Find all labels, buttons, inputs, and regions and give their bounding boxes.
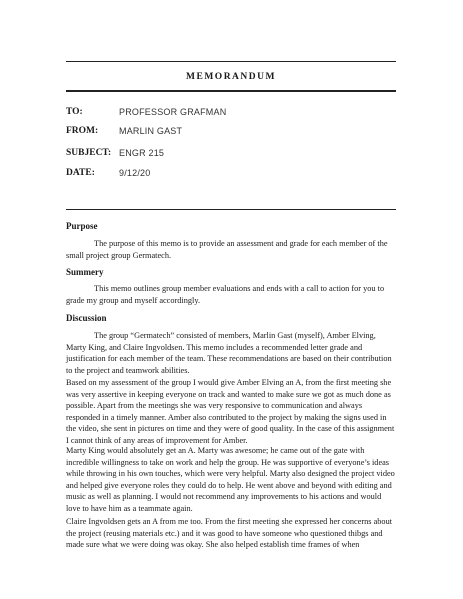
memo-title: MEMORANDUM (186, 72, 276, 82)
date-label: DATE: (66, 168, 95, 178)
to-value: PROFESSOR GRAFMAN (119, 107, 227, 117)
claire-paragraph: Claire Ingvoldsen gets an A from me too. From the first meeting she expressed her concerns about the project (reusing materials etc.) and it was good to have someone who questioned thibgs and made sure what we were doing was okay. She also helped establish time frames of when (66, 517, 393, 549)
from-label: FROM: (66, 126, 99, 136)
date-value: 9/12/20 (119, 168, 151, 178)
summary-heading: Summery (66, 267, 104, 277)
from-value: MARLIN GAST (119, 126, 183, 136)
purpose-heading: Purpose (66, 221, 98, 231)
marty-paragraph: Marty King would absolutely get an A. Marty was awesome; he came out of the gate with incredible willingness to take on work and help the group. He was supportive of everyone’s ideas while throwing in his own touches, which were very helpful. Marty also designed the project video and helped give everyone roles they could do to help. He went above and beyond with editing and music as well as planning. I would not recommend any improvements to his actions and would love to have him as a teammate again. (66, 446, 395, 513)
subject-value: ENGR 215 (119, 148, 165, 158)
amber-paragraph: Based on my assessment of the group I would give Amber Elving an A, from the first meeting she was very assertive in keeping everyone on track and wanted to make sure we got as much done as possible. Apart from the meetings she was very responsive to communication and always responded in a timely manner. Amber also contributed to the project by making the signs used in the video, she sent in pictures on time and they were of good quality. In the case of this assignment I cannot think of any areas of improvement for Amber. (66, 378, 395, 445)
summary-text: This memo outlines group member evaluations and ends with a call to action for you to grade my group and myself accordingly. (66, 284, 385, 305)
to-label: TO: (66, 107, 83, 117)
discussion-heading: Discussion (66, 313, 107, 323)
top-rule (66, 61, 396, 62)
discussion-intro: The group “Germatech” consisted of members, Marlin Gast (myself), Amber Elving, Marty King, and Claire Ingvoldsen. This memo includes a recommended letter grade and justification for each member of the team. These recommendations are based on their contribution to the project and teamwork abilities. (66, 331, 392, 375)
header-rule (66, 209, 396, 210)
title-rule (66, 90, 396, 92)
purpose-text: The purpose of this memo is to provide an assessment and grade for each member of the small project group Germatech. (66, 239, 388, 260)
subject-label: SUBJECT: (66, 148, 112, 158)
